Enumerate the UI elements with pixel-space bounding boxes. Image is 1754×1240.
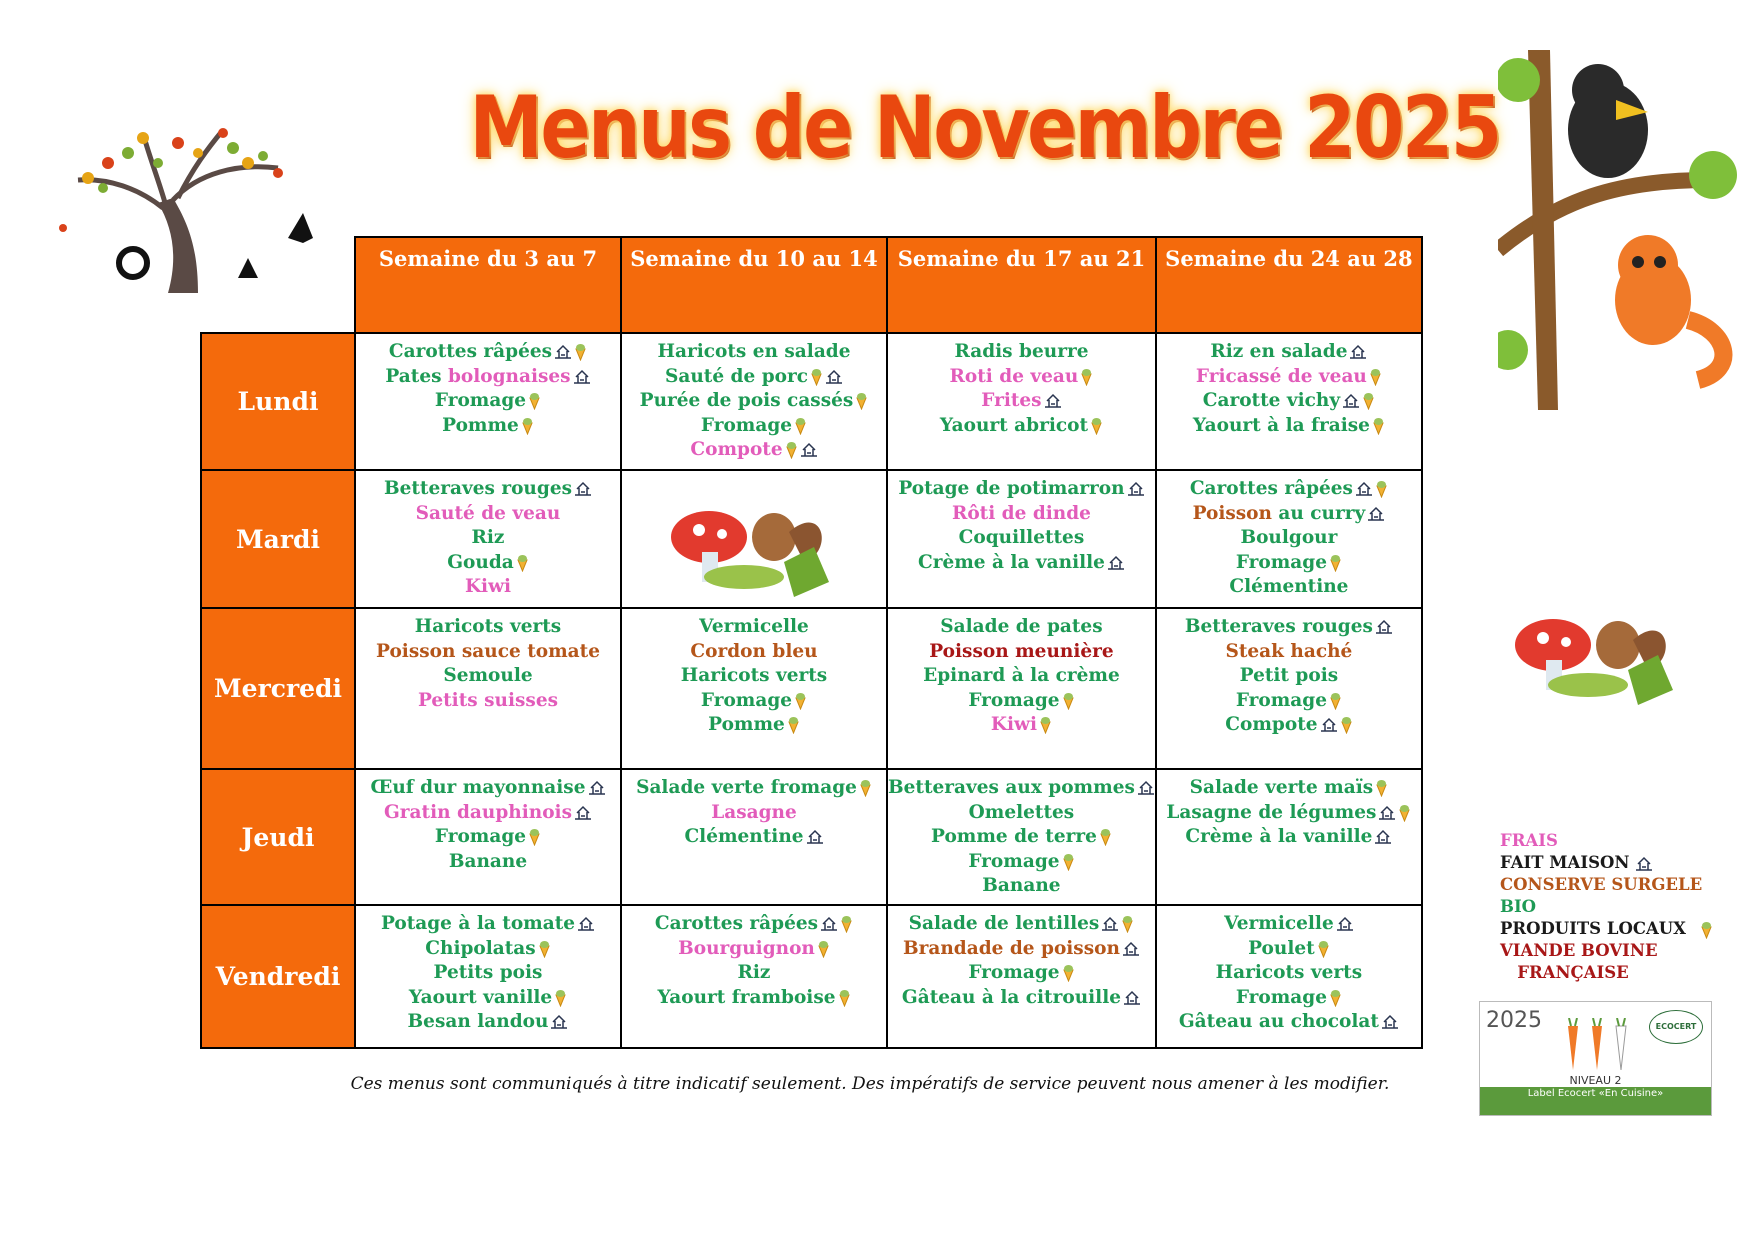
house-outline-icon: [1342, 393, 1360, 409]
week-header-3: Semaine du 17 au 21: [887, 237, 1156, 333]
house-outline-icon: [554, 344, 572, 360]
dish-item: [622, 689, 886, 714]
dish-label: Potage de potimarron: [898, 478, 1125, 499]
dish-label: Œuf dur mayonnaise: [370, 777, 586, 798]
dish-item: [888, 640, 1155, 665]
house-outline-icon: [574, 805, 592, 821]
local-product-icon: [1369, 368, 1382, 386]
dish-item: [356, 1010, 620, 1035]
dish-item: [356, 801, 620, 826]
local-product-icon: [574, 343, 587, 361]
dish-item: [356, 961, 620, 986]
dish-item: [356, 575, 620, 600]
house-outline-icon: [1122, 941, 1140, 957]
dish-item: [888, 937, 1155, 962]
dish-label: Haricots verts: [1215, 962, 1363, 983]
legend-label: VIANDE BOVINE: [1500, 941, 1658, 960]
dish-item: [1157, 776, 1421, 801]
dish-item: [356, 477, 620, 502]
dish-label: Fromage: [700, 689, 793, 711]
dish-label: Yaourt framboise: [657, 986, 836, 1008]
menu-cell: [887, 470, 1156, 608]
dish-label: Banane: [982, 875, 1061, 896]
legend-item: [1500, 852, 1713, 874]
ecocert-logo: ECOCERT: [1649, 1010, 1703, 1044]
dish-label: Banane: [448, 850, 528, 872]
legend-label: CONSERVE SURGELE: [1500, 875, 1703, 894]
house-outline-icon: [1336, 916, 1354, 932]
menu-cell: [355, 905, 621, 1048]
dish-label: Salade verte fromage: [636, 777, 857, 798]
dish-item: [356, 825, 620, 850]
house-outline-icon: [1320, 717, 1338, 733]
house-outline-icon: [1349, 344, 1367, 360]
dish-label: Fricassé de veau: [1195, 365, 1367, 387]
dish-label: Riz: [471, 527, 505, 548]
dish-label: Salade de lentilles: [908, 913, 1100, 934]
dish-label: Betteraves rouges: [383, 478, 573, 499]
dish-label: Fromage: [434, 826, 527, 847]
menu-cell: [887, 905, 1156, 1048]
local-product-icon: [521, 417, 534, 435]
dish-label: Pomme: [708, 714, 785, 735]
dish-label-part: Poisson: [1192, 502, 1272, 524]
dish-label: Fromage: [968, 962, 1060, 983]
menu-cell: [355, 608, 621, 769]
day-lundi: Lundi: [201, 333, 355, 470]
local-product-icon: [528, 828, 541, 846]
dish-label-part: Pates: [385, 365, 448, 387]
dish-label: Riz en salade: [1210, 341, 1348, 362]
dish-item: [622, 961, 886, 986]
house-outline-icon: [1137, 780, 1155, 796]
dish-label: Crème à la vanille: [917, 551, 1105, 573]
local-product-icon: [538, 940, 551, 958]
dish-label: Haricots verts: [414, 616, 562, 637]
dish-item: [888, 776, 1155, 801]
dish-item: [622, 438, 886, 463]
menu-cell: [887, 608, 1156, 769]
dish-item: [356, 937, 620, 962]
dish-item: [356, 640, 620, 665]
dish-label: Clémentine: [1229, 576, 1349, 597]
dish-item: [888, 340, 1155, 365]
house-outline-icon: [550, 1014, 568, 1030]
dish-label: Frites: [981, 390, 1042, 411]
local-product-icon: [810, 368, 823, 386]
crow-and-fox-illustration: [1498, 50, 1748, 410]
dish-item: [356, 689, 620, 714]
dish-item: [356, 551, 620, 576]
house-outline-icon: [825, 369, 843, 385]
dish-label: Haricots en salade: [657, 341, 851, 362]
local-product-icon: [1062, 692, 1075, 710]
dish-item: [888, 912, 1155, 937]
house-outline-icon: [574, 481, 592, 497]
dish-label: Potage à la tomate: [380, 913, 576, 934]
dish-label: Carottes râpées: [1189, 478, 1353, 499]
week-header-4: Semaine du 24 au 28: [1156, 237, 1422, 333]
house-outline-icon: [577, 916, 595, 932]
dish-item: [888, 365, 1155, 390]
dish-item: [888, 825, 1155, 850]
dish-label: Sauté de porc: [665, 365, 808, 387]
dish-item: [622, 365, 886, 390]
dish-label: Lasagne de légumes: [1166, 801, 1377, 823]
carrot-icon: [1560, 1018, 1640, 1074]
menu-cell: [887, 333, 1156, 470]
dish-label: Vermicelle: [699, 616, 809, 637]
dish-item: [356, 850, 620, 875]
dish-label: Chipolatas: [425, 937, 536, 959]
menu-cell: [1156, 769, 1422, 905]
dish-label-part: bolognaises: [447, 365, 571, 387]
dish-label: Sauté de veau: [415, 502, 561, 524]
dish-label: Semoule: [443, 665, 533, 686]
menu-grid: [200, 236, 1423, 1049]
menu-cell: [621, 769, 887, 905]
dish-label: Yaourt abricot: [939, 414, 1089, 436]
dish-item: [1157, 961, 1421, 986]
dish-label: Petit pois: [1239, 665, 1339, 686]
legend-label: PRODUITS LOCAUX: [1500, 919, 1686, 938]
menu-cell: [355, 470, 621, 608]
dish-label: Besan landou: [407, 1011, 549, 1032]
house-outline-icon: [588, 780, 606, 796]
house-outline-icon: [1123, 990, 1141, 1006]
dish-label: Gâteau à la citrouille: [901, 986, 1121, 1008]
dish-item: [1157, 664, 1421, 689]
dish-label: Compote: [1225, 714, 1318, 735]
dish-label-part: au curry: [1271, 502, 1366, 524]
house-outline-icon: [800, 442, 818, 458]
dish-item: [888, 986, 1155, 1011]
dish-item: [1157, 1010, 1421, 1035]
dish-label: Carotte vichy: [1202, 390, 1341, 411]
dish-item: [1157, 389, 1421, 414]
dish-label: Gâteau au chocolat: [1178, 1011, 1379, 1032]
dish-item: [1157, 526, 1421, 551]
menu-cell: [621, 333, 887, 470]
legend-item: [1500, 940, 1713, 962]
dish-label: Betteraves rouges: [1184, 616, 1373, 637]
dish-label: Gratin dauphinois: [383, 801, 573, 823]
dish-item: [888, 689, 1155, 714]
dish-item: [1157, 937, 1421, 962]
local-product-icon: [838, 989, 851, 1007]
local-product-icon: [1062, 853, 1075, 871]
dish-item: [356, 365, 620, 390]
day-mardi: Mardi: [201, 470, 355, 608]
menu-cell: [1156, 470, 1422, 608]
dish-label: Boulgour: [1240, 527, 1338, 548]
legend-label: FRAIS: [1500, 831, 1558, 850]
local-product-icon: [817, 940, 830, 958]
page-title: Menus de Novembre 2025: [469, 78, 1500, 178]
dish-item: [622, 414, 886, 439]
dish-item: [356, 502, 620, 527]
dish-item: [622, 776, 886, 801]
house-outline-icon: [573, 369, 591, 385]
dish-item: [1157, 986, 1421, 1011]
dish-label: Fromage: [1235, 689, 1327, 711]
dish-item: [622, 801, 886, 826]
dish-item: [356, 776, 620, 801]
dish-item: [888, 551, 1155, 576]
dish-label: Fromage: [434, 390, 527, 411]
dish-label: Petits suisses: [417, 689, 559, 711]
menu-cell-illustration: [621, 470, 887, 608]
legend-item: [1500, 918, 1713, 940]
house-outline-icon: [1107, 555, 1125, 571]
local-product-icon: [1340, 716, 1353, 734]
dish-label: Poulet: [1248, 937, 1315, 959]
legend-label: FRANÇAISE: [1500, 963, 1629, 982]
dish-label: Steak haché: [1225, 640, 1353, 662]
dish-label: Brandade de poisson: [902, 937, 1120, 959]
house-outline-icon: [1374, 829, 1392, 845]
dish-item: [1157, 689, 1421, 714]
dish-item: [888, 615, 1155, 640]
dish-label: Carottes râpées: [654, 913, 819, 934]
dish-item: [1157, 713, 1421, 738]
legend-item: [1500, 962, 1713, 984]
local-product-icon: [1362, 392, 1375, 410]
dish-item: [1157, 340, 1421, 365]
local-product-icon: [1700, 921, 1713, 939]
house-outline-icon: [1378, 805, 1396, 821]
dish-item: [888, 477, 1155, 502]
day-jeudi: Jeudi: [201, 769, 355, 905]
dish-item: [622, 389, 886, 414]
dish-item: [888, 664, 1155, 689]
local-product-icon: [516, 554, 529, 572]
local-product-icon: [787, 716, 800, 734]
dish-label: Bourguignon: [678, 937, 815, 959]
local-product-icon: [1329, 554, 1342, 572]
dish-item: [1157, 551, 1421, 576]
local-product-icon: [855, 392, 868, 410]
local-product-icon: [1398, 804, 1411, 822]
local-product-icon: [554, 989, 567, 1007]
menu-cell: [621, 608, 887, 769]
day-vendredi: Vendredi: [201, 905, 355, 1048]
dish-label: Yaourt vanille: [408, 986, 553, 1008]
menu-cell: [1156, 333, 1422, 470]
ecocert-badge: [1479, 1001, 1712, 1116]
local-product-icon: [1329, 989, 1342, 1007]
dish-item: [622, 986, 886, 1011]
dish-label: Lasagne: [711, 801, 797, 823]
dish-label: Fromage: [1235, 551, 1327, 573]
dish-label: Petits pois: [433, 962, 543, 983]
dish-label: Pomme: [442, 414, 519, 436]
dish-label: Riz: [737, 962, 771, 983]
dish-label: Haricots verts: [680, 665, 828, 686]
house-outline-icon: [1101, 916, 1119, 932]
house-outline-icon: [820, 916, 838, 932]
dish-label: Radis beurre: [954, 341, 1089, 362]
local-product-icon: [1375, 779, 1388, 797]
dish-item: [622, 664, 886, 689]
dish-label: Epinard à la crème: [923, 665, 1120, 686]
dish-item: [1157, 502, 1421, 527]
menu-cell: [887, 769, 1156, 905]
dish-label: Yaourt à la fraise: [1192, 414, 1370, 436]
dish-label: Kiwi: [990, 714, 1037, 735]
dish-label: Crème à la vanille: [1185, 826, 1373, 847]
dish-item: [888, 801, 1155, 826]
house-outline-icon: [1635, 856, 1653, 872]
local-product-icon: [1372, 417, 1385, 435]
dish-label: Coquillettes: [958, 527, 1085, 548]
dish-item: [1157, 414, 1421, 439]
menu-cell: [1156, 905, 1422, 1048]
dish-label: Compote: [690, 439, 783, 460]
local-product-icon: [528, 392, 541, 410]
house-outline-icon: [1367, 506, 1385, 522]
disclaimer-footnote: Ces menus sont communiqués à titre indicatif seulement. Des impératifs de service peuvent nous amener à les modifier.: [350, 1074, 1390, 1094]
dish-label: Fromage: [1235, 986, 1327, 1008]
dish-item: [1157, 477, 1421, 502]
menu-cell: [355, 769, 621, 905]
dish-label: Carottes râpées: [388, 341, 553, 362]
dish-item: [888, 502, 1155, 527]
dish-label: Roti de veau: [949, 365, 1079, 387]
dish-item: [356, 526, 620, 551]
house-outline-icon: [1044, 393, 1062, 409]
dish-item: [356, 414, 620, 439]
grid-corner: [201, 237, 355, 333]
day-mercredi: Mercredi: [201, 608, 355, 769]
mushroom-squirrel-illustration: [1508, 590, 1688, 710]
dish-item: [1157, 912, 1421, 937]
dish-label: Omelettes: [968, 801, 1075, 823]
badge-year: 2025: [1486, 1008, 1542, 1033]
dish-item: [356, 389, 620, 414]
dish-item: [888, 713, 1155, 738]
dish-label: Rôti de dinde: [951, 502, 1091, 524]
dish-label: Betteraves aux pommes: [888, 777, 1135, 798]
legend-label: BIO: [1500, 897, 1537, 916]
local-product-icon: [840, 915, 853, 933]
dish-label: Poisson sauce tomate: [376, 640, 600, 662]
local-product-icon: [1039, 716, 1052, 734]
dish-item: [356, 986, 620, 1011]
house-outline-icon: [806, 829, 824, 845]
badge-level: NIVEAU 2: [1569, 1074, 1622, 1087]
dish-item: [622, 640, 886, 665]
dish-label: Salade de pates: [940, 616, 1103, 637]
dish-label: Vermicelle: [1224, 913, 1334, 934]
menu-cell: [355, 333, 621, 470]
legend-item: [1500, 896, 1713, 918]
local-product-icon: [785, 441, 798, 459]
menu-cell: [621, 905, 887, 1048]
dish-label: Fromage: [968, 689, 1060, 711]
badge-label: Label Ecocert «En Cuisine»: [1480, 1087, 1711, 1115]
legend-item: [1500, 830, 1713, 852]
legend-label: FAIT MAISON: [1500, 853, 1630, 872]
dish-item: [622, 937, 886, 962]
local-product-icon: [1317, 940, 1330, 958]
local-product-icon: [1062, 964, 1075, 982]
dish-item: [1157, 801, 1421, 826]
dish-item: [1157, 640, 1421, 665]
mushroom-squirrel-illustration: [664, 482, 844, 602]
dish-label: Cordon bleu: [690, 640, 818, 662]
dish-label: Fromage: [700, 414, 793, 436]
week-header-2: Semaine du 10 au 14: [621, 237, 887, 333]
dish-label: Fromage: [968, 850, 1060, 872]
house-outline-icon: [1375, 619, 1393, 635]
dish-item: [622, 615, 886, 640]
dish-item: [1157, 825, 1421, 850]
dish-item: [888, 850, 1155, 875]
color-legend: [1500, 830, 1713, 984]
local-product-icon: [859, 779, 872, 797]
week-header-1: Semaine du 3 au 7: [355, 237, 621, 333]
dish-item: [622, 713, 886, 738]
dish-label: Salade verte maïs: [1189, 777, 1374, 798]
local-product-icon: [1090, 417, 1103, 435]
dish-label: Poisson meunière: [929, 640, 1114, 662]
dish-item: [888, 874, 1155, 899]
dish-item: [622, 825, 886, 850]
dish-item: [356, 912, 620, 937]
house-outline-icon: [1381, 1014, 1399, 1030]
dish-label: Kiwi: [464, 576, 512, 597]
dish-item: [888, 526, 1155, 551]
dish-item: [888, 389, 1155, 414]
local-product-icon: [1375, 480, 1388, 498]
dish-item: [622, 912, 886, 937]
house-outline-icon: [1355, 481, 1373, 497]
dish-item: [1157, 575, 1421, 600]
dish-label: Pomme de terre: [931, 826, 1097, 847]
local-product-icon: [1329, 692, 1342, 710]
dish-item: [622, 340, 886, 365]
legend-item: [1500, 874, 1713, 896]
local-product-icon: [794, 692, 807, 710]
dish-item: [1157, 615, 1421, 640]
dish-label: Purée de pois cassés: [639, 390, 854, 411]
dish-item: [356, 340, 620, 365]
local-product-icon: [1099, 828, 1112, 846]
dish-item: [888, 961, 1155, 986]
local-product-icon: [1121, 915, 1134, 933]
dish-item: [1157, 365, 1421, 390]
house-outline-icon: [1127, 481, 1145, 497]
dish-item: [356, 664, 620, 689]
dish-item: [888, 414, 1155, 439]
dish-item: [356, 615, 620, 640]
local-product-icon: [1080, 368, 1093, 386]
dish-label: Clémentine: [684, 826, 804, 847]
dish-label: Gouda: [447, 551, 514, 573]
local-product-icon: [794, 417, 807, 435]
menu-cell: [1156, 608, 1422, 769]
